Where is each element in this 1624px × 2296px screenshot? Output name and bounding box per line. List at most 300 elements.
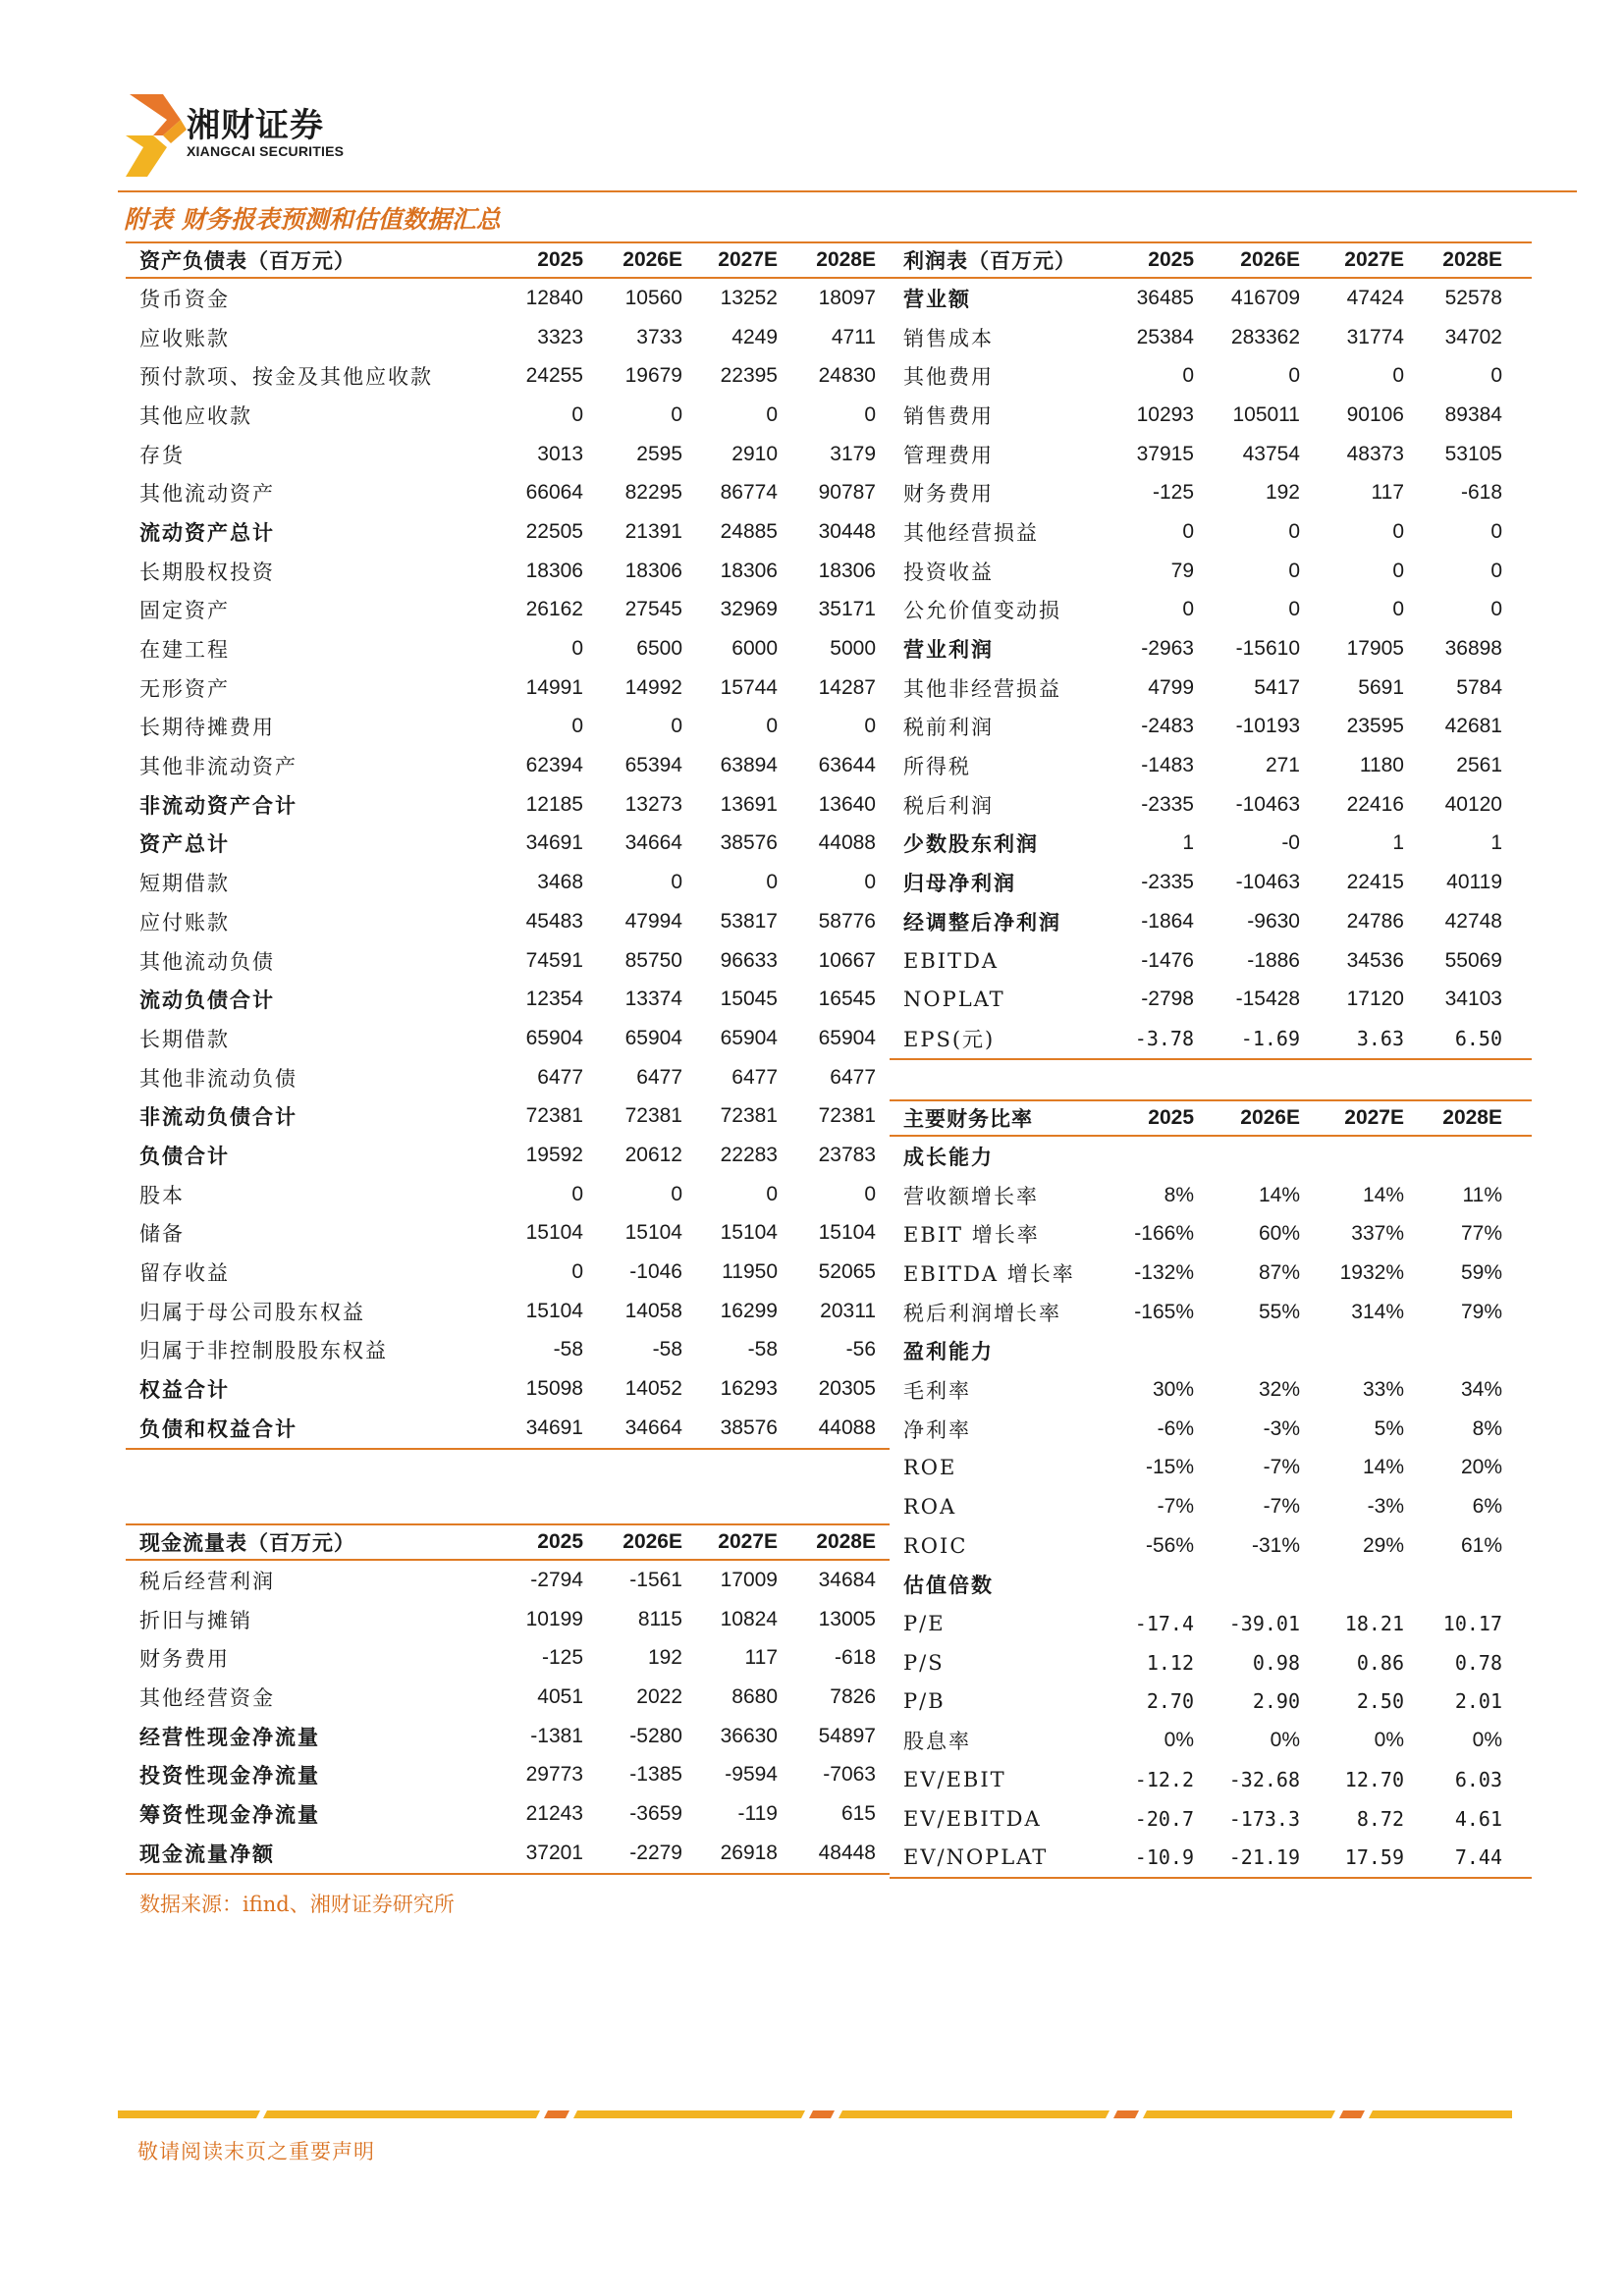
row-value: -10.9 [1134,1845,1194,1870]
row-label: 管理费用 [903,443,994,467]
row-value: 1 [1182,831,1194,855]
row-value: 0 [766,871,778,894]
row-label: 盈利能力 [903,1340,994,1364]
row-value: 15104 [525,1221,583,1245]
row-label: 财务费用 [139,1647,230,1672]
row-value: 16293 [720,1377,778,1401]
row-label: 毛利率 [903,1378,971,1403]
row-value: 10667 [818,948,876,972]
row-value: 0 [1490,364,1502,388]
row-value: -125 [541,1646,583,1670]
table-row [890,941,1532,981]
table-header [126,1523,890,1561]
row-value: 34664 [624,831,682,855]
row-value: 22505 [525,519,583,543]
row-value: 18306 [624,559,682,582]
row-label: 应收账款 [139,326,230,350]
row-label: 固定资产 [139,599,230,623]
row-value: 6000 [731,637,778,661]
row-label: 营收额增长率 [903,1184,1039,1208]
row-value: 0 [571,1182,583,1205]
row-value: 0% [1164,1729,1194,1752]
row-value: 32969 [720,598,778,621]
table-row [890,863,1532,902]
table-row [890,1526,1532,1566]
table-row [890,980,1532,1019]
row-value: 0 [864,402,876,426]
row-value: 47424 [1346,286,1404,309]
row-label: 负债合计 [139,1144,230,1168]
row-value: 2.01 [1454,1689,1502,1714]
row-value: -9630 [1247,909,1300,933]
row-value: -1864 [1141,909,1194,933]
row-value: 72381 [525,1104,583,1128]
table-row [890,318,1532,357]
table-row [126,1561,890,1600]
table-title: 利润表（百万元） [903,249,1076,273]
row-value: 0 [766,715,778,738]
table-row [890,1760,1532,1799]
row-label: 负债和权益合计 [139,1416,298,1441]
row-value: 65904 [525,1026,583,1049]
year-header: 2027E [1344,1106,1404,1129]
table-row [890,1214,1532,1254]
row-value: 20612 [624,1143,682,1166]
row-label: 税后利润 [903,793,994,818]
row-label: 权益合计 [139,1378,230,1403]
row-value: 65904 [720,1026,778,1049]
table-row [890,1721,1532,1760]
table-row [890,1254,1532,1293]
row-value: 23783 [818,1143,876,1166]
table-row [126,552,890,591]
row-label: 长期股权投资 [139,560,275,584]
year-header: 2027E [718,248,778,271]
row-value: 22395 [720,364,778,388]
row-value: 30% [1152,1377,1194,1401]
row-value: 4249 [731,325,778,348]
row-value: 21243 [525,1801,583,1825]
table-header [890,241,1532,279]
row-label: EBIT 增长率 [903,1223,1040,1248]
financial-ratios-table [890,1099,1532,1879]
row-value: -56% [1145,1533,1194,1557]
row-value: 17905 [1346,637,1404,661]
row-value: 14% [1362,1183,1404,1206]
row-value: -9594 [725,1763,778,1787]
row-label: NOPLAT [903,988,1005,1012]
row-value: 314% [1351,1300,1404,1323]
row-value: 24830 [818,364,876,388]
table-title: 资产负债表（百万元） [139,249,355,273]
row-value: 2910 [731,442,778,465]
row-value: 10293 [1136,402,1194,426]
table-row [126,1292,890,1331]
brand-name: 湘财证券 [187,106,324,145]
table-row [890,746,1532,785]
row-value: 44088 [818,831,876,855]
row-value: -173.3 [1228,1806,1300,1831]
row-value: 13005 [818,1607,876,1630]
row-label: 少数股东利润 [903,832,1039,857]
row-value: 90106 [1346,402,1404,426]
row-label: EV/EBIT [903,1767,1006,1791]
row-value: -58 [553,1338,583,1362]
row-label: 其他非经营损益 [903,676,1061,701]
row-value: 5% [1374,1416,1404,1440]
row-label: 税后经营利润 [139,1569,275,1593]
row-value: 0 [571,402,583,426]
table-row [890,708,1532,747]
row-value: 2.50 [1356,1689,1404,1714]
row-value: 18.21 [1344,1612,1404,1636]
row-value: 271 [1265,754,1300,777]
row-label: 其他经营损益 [903,520,1039,545]
row-value: 55069 [1444,948,1502,972]
row-value: 36898 [1444,637,1502,661]
row-label: 其他应收款 [139,403,252,428]
row-value: 12.70 [1344,1767,1404,1791]
row-value: -2335 [1141,871,1194,894]
row-value: 5000 [830,637,876,661]
row-value: 0 [671,715,682,738]
row-value: 18306 [818,559,876,582]
row-value: -17.4 [1134,1612,1194,1636]
row-value: 34664 [624,1415,682,1439]
section-title: 附表 财务报表预测和估值数据汇总 [124,205,501,234]
row-value: -2483 [1141,715,1194,738]
row-value: 62394 [525,754,583,777]
table-row [890,1137,1532,1176]
row-value: 42748 [1444,909,1502,933]
year-header: 2026E [1240,248,1300,271]
table-row [890,552,1532,591]
row-value: 53817 [720,909,778,933]
row-value: 38576 [720,1415,778,1439]
row-value: 26162 [525,598,583,621]
table-row [126,629,890,668]
row-label: 折旧与摊销 [139,1608,252,1632]
row-value: 25384 [1136,325,1194,348]
row-value: 0 [671,402,682,426]
table-row [890,1643,1532,1682]
row-value: 48448 [818,1841,876,1864]
row-value: 0 [571,1260,583,1284]
row-label: EV/EBITDA [903,1806,1042,1831]
row-value: -1886 [1247,948,1300,972]
row-value: 24885 [720,519,778,543]
row-value: -7063 [823,1763,876,1787]
row-value: 29% [1362,1533,1404,1557]
row-value: -15610 [1235,637,1300,661]
row-value: 12840 [525,286,583,309]
row-label: ROIC [903,1533,968,1558]
table-row [890,1331,1532,1370]
row-value: 0.78 [1454,1650,1502,1675]
row-value: -2279 [629,1841,682,1864]
table-row [126,1638,890,1678]
row-value: 44088 [818,1415,876,1439]
row-value: 2561 [1456,754,1502,777]
row-value: 0 [864,1182,876,1205]
table-row [126,396,890,435]
row-value: 87% [1258,1260,1300,1284]
balance-sheet-table [126,241,890,1450]
row-value: 21391 [624,519,682,543]
row-value: 15104 [624,1221,682,1245]
row-label: 筹资性现金净流量 [139,1802,320,1827]
row-value: -58 [747,1338,778,1362]
table-row [126,1096,890,1136]
row-value: 14991 [525,675,583,699]
row-value: 22283 [720,1143,778,1166]
row-label: P/E [903,1612,946,1636]
row-value: 17.59 [1344,1845,1404,1870]
row-value: 30448 [818,519,876,543]
row-label: 税前利润 [903,716,994,740]
row-value: 18097 [818,286,876,309]
source-note: 数据来源：ifind、湘财证券研究所 [139,1893,455,1916]
row-value: 0 [1182,519,1194,543]
table-row [126,356,890,396]
row-value: 10824 [720,1607,778,1630]
row-value: -1381 [530,1724,583,1747]
row-value: 4.61 [1454,1806,1502,1831]
row-value: 36630 [720,1724,778,1747]
row-value: 40119 [1446,871,1502,894]
table-row [890,1682,1532,1722]
row-label: 估值倍数 [903,1574,994,1598]
row-value: 22416 [1346,792,1404,816]
row-value: -1046 [629,1260,682,1284]
row-value: 34691 [525,1415,583,1439]
year-header: 2028E [816,248,876,271]
row-value: 16545 [818,988,876,1011]
row-value: 32% [1258,1377,1300,1401]
table-row [890,1176,1532,1215]
row-label: 存货 [139,443,185,467]
row-value: -7% [1157,1495,1194,1519]
row-value: 34103 [1444,988,1502,1011]
row-label: 销售成本 [903,326,994,350]
row-value: 63644 [818,754,876,777]
row-value: 16299 [720,1299,778,1322]
row-value: 0 [864,715,876,738]
cash-flow-table [126,1523,890,1875]
row-value: 34536 [1346,948,1404,972]
row-value: 1.12 [1146,1650,1194,1675]
row-value: 0 [671,871,682,894]
row-value: 3468 [537,871,583,894]
row-value: -618 [1460,481,1502,505]
row-value: 0 [1490,519,1502,543]
row-value: 6500 [636,637,682,661]
table-row [890,1566,1532,1605]
row-label: 现金流量净额 [139,1842,275,1866]
row-value: 337% [1351,1222,1404,1246]
row-label: 归属于母公司股东权益 [139,1300,365,1324]
row-value: 8115 [637,1607,682,1630]
row-value: -166% [1134,1222,1194,1246]
row-value: 65394 [624,754,682,777]
row-value: -2794 [530,1568,583,1591]
row-value: 14058 [624,1299,682,1322]
table-row [890,629,1532,668]
row-value: -125 [1152,481,1194,505]
row-value: 6% [1472,1495,1502,1519]
table-row [890,1019,1532,1058]
row-label: P/B [903,1689,946,1714]
row-value: 15045 [720,988,778,1011]
row-label: 净利率 [903,1417,971,1442]
row-label: 无形资产 [139,676,230,701]
row-value: 34684 [818,1568,876,1591]
table-row [126,1678,890,1717]
table-row [126,1755,890,1794]
row-value: 15104 [525,1299,583,1322]
row-value: 0.86 [1356,1650,1404,1675]
row-value: 86774 [720,481,778,505]
row-value: 55% [1258,1300,1300,1323]
row-value: 65904 [624,1026,682,1049]
row-label: EV/NOPLAT [903,1845,1049,1870]
year-header: 2027E [718,1530,778,1553]
brand-name-en: XIANGCAI SECURITIES [187,143,345,159]
row-label: EBITDA 增长率 [903,1261,1075,1286]
row-value: 6477 [636,1065,682,1089]
row-value: 3179 [830,442,876,465]
row-value: 52065 [818,1260,876,1284]
year-header: 2028E [1442,1106,1502,1129]
row-label: 归母净利润 [903,872,1016,896]
row-value: 45483 [525,909,583,933]
table-row [890,1449,1532,1488]
row-label: 股本 [139,1183,185,1207]
row-label: EBITDA [903,948,1000,973]
row-value: -2963 [1141,637,1194,661]
row-label: 股息率 [903,1730,971,1754]
table-row [890,512,1532,552]
table-row [890,279,1532,318]
row-value: -10193 [1235,715,1300,738]
row-value: 0 [1288,598,1300,621]
row-value: 416709 [1230,286,1300,309]
table-row [126,435,890,474]
row-value: 4799 [1148,675,1194,699]
row-value: 52578 [1444,286,1502,309]
table-row [126,863,890,902]
row-value: 24786 [1346,909,1404,933]
row-value: 283362 [1230,325,1300,348]
row-value: 0% [1374,1729,1404,1752]
row-value: 1180 [1359,754,1404,777]
row-value: 89384 [1444,402,1502,426]
row-value: -20.7 [1134,1806,1194,1831]
table-row [890,356,1532,396]
row-label: 成长能力 [903,1145,994,1169]
table-row [126,1369,890,1409]
table-row [890,1604,1532,1643]
row-value: 15098 [525,1377,583,1401]
row-value: 0 [864,871,876,894]
row-value: 8% [1472,1416,1502,1440]
row-value: 2.90 [1252,1689,1300,1714]
row-value: -12.2 [1134,1767,1194,1791]
row-value: 3733 [636,325,682,348]
table-row [126,512,890,552]
row-label: 应付账款 [139,910,230,934]
row-value: -3659 [629,1801,682,1825]
year-header: 2025 [537,248,583,271]
row-value: 8.72 [1356,1806,1404,1831]
row-value: 1 [1490,831,1502,855]
table-row [126,746,890,785]
row-value: 19679 [624,364,682,388]
row-value: 12185 [525,792,583,816]
row-value: 0 [1288,364,1300,388]
row-label: 营业利润 [903,638,994,663]
row-value: 11950 [722,1260,778,1284]
row-value: 17009 [720,1568,778,1591]
row-value: 63894 [720,754,778,777]
row-value: 13691 [720,792,778,816]
footer-stripe [118,2110,1512,2118]
year-header: 2026E [1240,1106,1300,1129]
row-label: 储备 [139,1222,185,1247]
row-value: -39.01 [1228,1612,1300,1636]
row-value: 47994 [624,909,682,933]
row-label: 货币资金 [139,287,230,311]
row-value: 0 [766,402,778,426]
row-value: -3.78 [1134,1026,1194,1050]
table-row [126,941,890,981]
row-value: 58776 [818,909,876,933]
row-value: 10560 [624,286,682,309]
row-value: 33% [1362,1377,1404,1401]
row-value: -2798 [1141,988,1194,1011]
row-value: 4711 [831,325,876,348]
table-row [126,980,890,1019]
row-value: -21.19 [1228,1845,1300,1870]
table-bottom-rule [890,1058,1532,1060]
table-row [890,1838,1532,1877]
row-value: 615 [840,1801,876,1825]
row-value: 13640 [818,792,876,816]
row-value: 34% [1460,1377,1502,1401]
table-bottom-rule [126,1873,890,1875]
row-value: 0 [1288,519,1300,543]
year-header: 2025 [1148,1106,1194,1129]
row-value: 8% [1164,1183,1194,1206]
table-header [126,241,890,279]
table-row [126,1175,890,1214]
table-row [126,473,890,512]
row-value: 0 [766,1182,778,1205]
row-value: 54897 [818,1724,876,1747]
table-row [126,1717,890,1756]
year-header: 2025 [1148,248,1194,271]
row-label: 其他非流动负债 [139,1066,298,1091]
table-row [126,902,890,941]
table-row [126,1794,890,1834]
row-value: -7% [1263,1495,1300,1519]
row-value: 15744 [720,675,778,699]
row-label: 投资性现金净流量 [139,1764,320,1789]
year-header: 2026E [623,248,682,271]
table-row [890,396,1532,435]
row-value: 19592 [525,1143,583,1166]
row-label: 其他流动负债 [139,949,275,974]
